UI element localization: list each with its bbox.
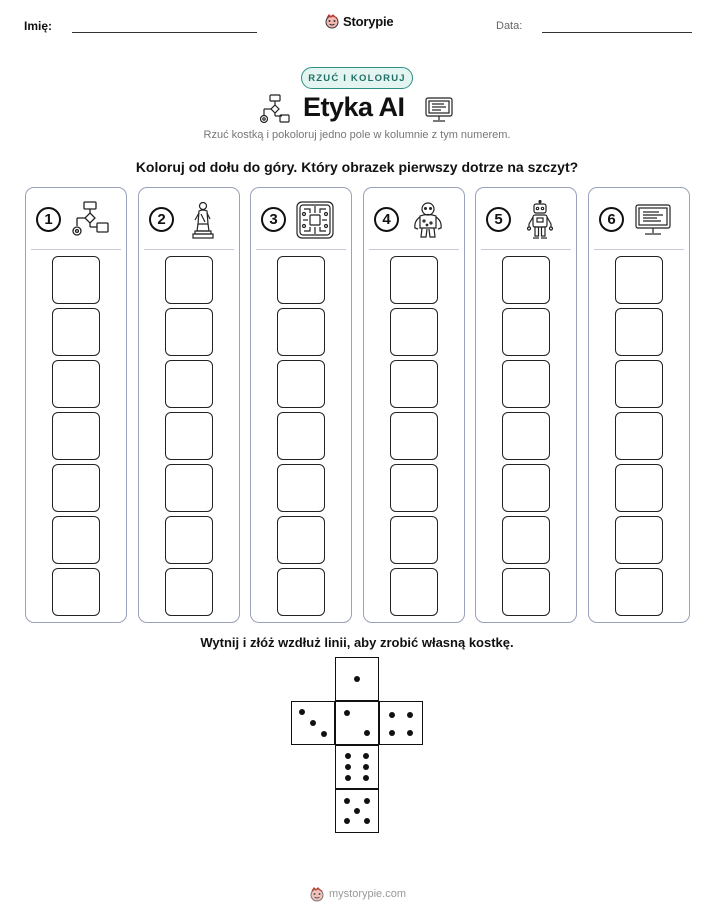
color-cell[interactable] xyxy=(52,256,100,304)
color-cell[interactable] xyxy=(165,516,213,564)
column-divider xyxy=(369,249,459,250)
computer-monitor-icon xyxy=(633,200,673,240)
race-column-5 xyxy=(475,187,577,623)
column-divider xyxy=(594,249,684,250)
color-cell[interactable] xyxy=(165,412,213,460)
column-number: 1 xyxy=(36,207,61,232)
die-pip xyxy=(345,753,351,759)
footer xyxy=(309,886,406,902)
die-face-2 xyxy=(335,701,379,745)
robot-icon xyxy=(520,200,560,240)
column-divider xyxy=(481,249,571,250)
die-pip xyxy=(345,775,351,781)
column-header xyxy=(476,188,576,250)
die-pip xyxy=(354,676,360,682)
color-cell[interactable] xyxy=(390,412,438,460)
column-number: 4 xyxy=(374,207,399,232)
die-face-3 xyxy=(291,701,335,745)
pie-mascot-icon xyxy=(309,886,325,902)
color-cell[interactable] xyxy=(52,516,100,564)
die-pip xyxy=(407,730,413,736)
brand-name: Storypie xyxy=(343,13,394,29)
column-header xyxy=(364,188,464,250)
die-face-4 xyxy=(379,701,423,745)
cut-instruction: Wytnij i złóż wzdłuż linii, aby zrobić własną kostkę. xyxy=(200,635,514,650)
race-column-3 xyxy=(250,187,352,623)
date-label: Data: xyxy=(496,20,523,32)
die-pip xyxy=(389,730,395,736)
die-pip xyxy=(321,731,327,737)
column-header xyxy=(139,188,239,250)
subtitle: Rzuć kostką i pokoloruj jedno pole w kolumnie z tym numerem. xyxy=(203,129,511,141)
color-cell[interactable] xyxy=(165,256,213,304)
color-cell[interactable] xyxy=(502,568,550,616)
die-pip xyxy=(363,764,369,770)
color-cell[interactable] xyxy=(277,464,325,512)
color-cell[interactable] xyxy=(615,412,663,460)
column-number: 2 xyxy=(149,207,174,232)
column-divider xyxy=(31,249,121,250)
die-pip xyxy=(310,720,316,726)
die-face-5 xyxy=(335,789,379,833)
pie-mascot-icon xyxy=(324,13,340,29)
instruction: Koloruj od dołu do góry. Który obrazek pierwszy dotrze na szczyt? xyxy=(135,159,579,175)
color-cell[interactable] xyxy=(502,516,550,564)
die-pip xyxy=(299,709,305,715)
footer-url: mystorypie.com xyxy=(329,888,407,900)
color-cell[interactable] xyxy=(390,568,438,616)
column-header xyxy=(589,188,689,250)
name-write-line xyxy=(72,32,257,33)
column-header xyxy=(251,188,351,250)
die-pip xyxy=(354,808,360,814)
color-cell[interactable] xyxy=(390,256,438,304)
column-number: 3 xyxy=(261,207,286,232)
circuit-board-icon xyxy=(295,200,335,240)
color-cell[interactable] xyxy=(615,568,663,616)
color-cell[interactable] xyxy=(165,308,213,356)
color-cell[interactable] xyxy=(277,360,325,408)
column-divider xyxy=(144,249,234,250)
color-cell[interactable] xyxy=(277,256,325,304)
color-cell[interactable] xyxy=(502,256,550,304)
die-pip xyxy=(389,712,395,718)
die-pip xyxy=(407,712,413,718)
color-cell[interactable] xyxy=(277,516,325,564)
golem-icon xyxy=(408,200,448,240)
race-column-6 xyxy=(588,187,690,623)
computer-monitor-icon xyxy=(424,96,454,124)
color-cell[interactable] xyxy=(277,412,325,460)
color-cell[interactable] xyxy=(165,360,213,408)
color-cell[interactable] xyxy=(615,360,663,408)
die-pip xyxy=(364,818,370,824)
color-cell[interactable] xyxy=(502,360,550,408)
die-pip xyxy=(344,818,350,824)
color-cell[interactable] xyxy=(615,516,663,564)
race-column-2 xyxy=(138,187,240,623)
color-cell[interactable] xyxy=(277,568,325,616)
die-face-1 xyxy=(335,657,379,701)
column-divider xyxy=(256,249,346,250)
color-cell[interactable] xyxy=(615,464,663,512)
color-cell[interactable] xyxy=(52,464,100,512)
die-pip xyxy=(364,730,370,736)
die-pip xyxy=(344,710,350,716)
title-row xyxy=(0,92,714,126)
die-pip xyxy=(363,753,369,759)
color-cell[interactable] xyxy=(52,360,100,408)
flowchart-icon xyxy=(70,200,110,240)
color-cell[interactable] xyxy=(165,568,213,616)
color-cell[interactable] xyxy=(390,516,438,564)
color-cell[interactable] xyxy=(390,308,438,356)
color-cell[interactable] xyxy=(615,308,663,356)
color-cell[interactable] xyxy=(502,464,550,512)
activity-badge: RZUĆ I KOLORUJ xyxy=(301,67,413,89)
die-pip xyxy=(363,775,369,781)
color-cell[interactable] xyxy=(502,412,550,460)
color-cell[interactable] xyxy=(52,568,100,616)
race-column-1 xyxy=(25,187,127,623)
column-number: 6 xyxy=(599,207,624,232)
flowchart-icon xyxy=(258,94,292,124)
brand-logo xyxy=(324,13,393,29)
die-pip xyxy=(345,764,351,770)
die-pip xyxy=(344,798,350,804)
color-cell[interactable] xyxy=(615,256,663,304)
column-header xyxy=(26,188,126,250)
column-number: 5 xyxy=(486,207,511,232)
color-cell[interactable] xyxy=(52,308,100,356)
color-cell[interactable] xyxy=(52,412,100,460)
color-cell[interactable] xyxy=(390,360,438,408)
page-title: Etyka AI xyxy=(303,92,405,122)
date-write-line xyxy=(542,32,692,33)
color-cell[interactable] xyxy=(165,464,213,512)
color-cell[interactable] xyxy=(277,308,325,356)
color-cell[interactable] xyxy=(502,308,550,356)
race-column-4 xyxy=(363,187,465,623)
statue-icon xyxy=(183,200,223,240)
name-label: Imię: xyxy=(24,19,53,33)
die-face-6 xyxy=(335,745,379,789)
die-pip xyxy=(364,798,370,804)
color-cell[interactable] xyxy=(390,464,438,512)
